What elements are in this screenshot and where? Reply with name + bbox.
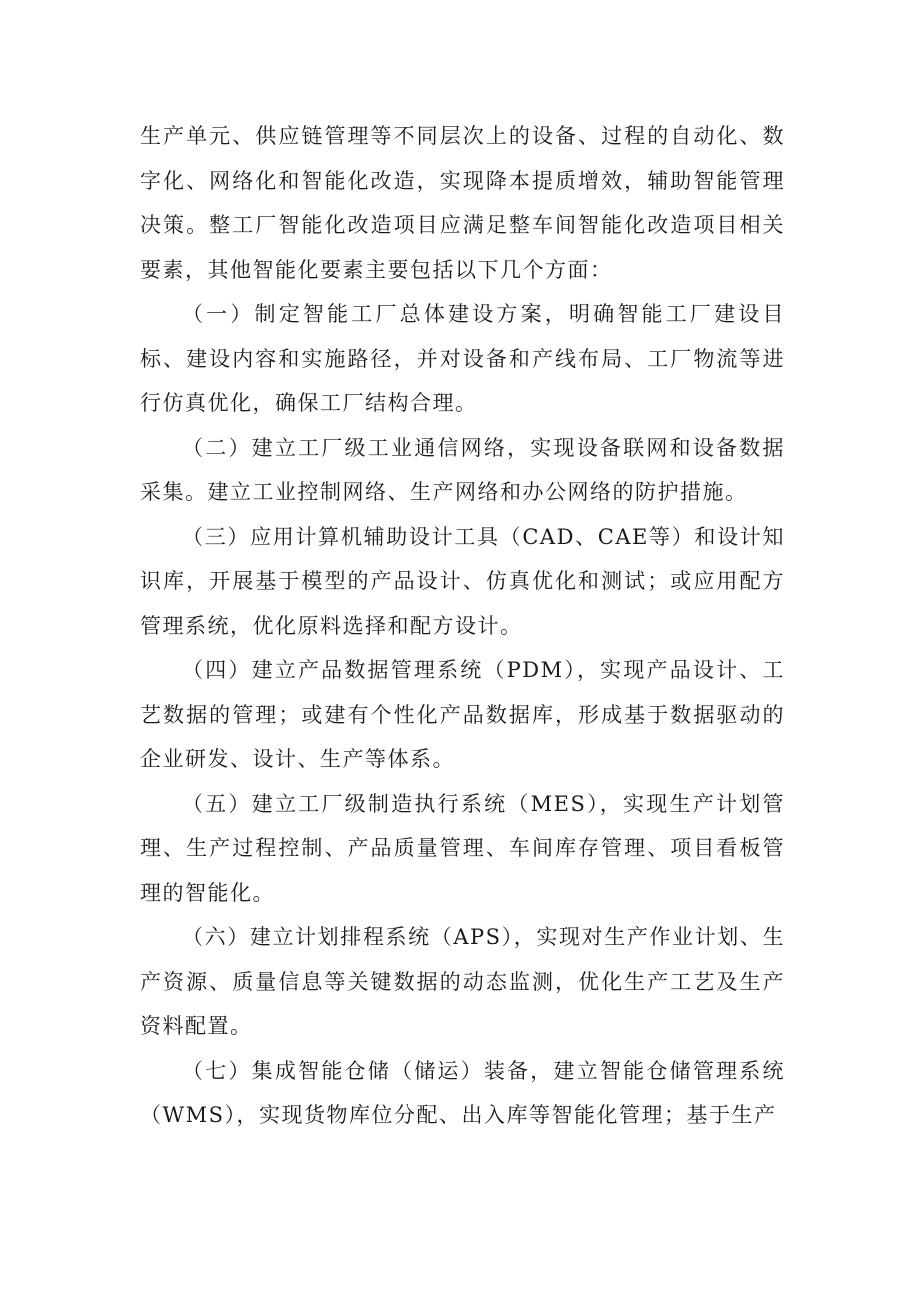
paragraph-item-1: （一）制定智能工厂总体建设方案，明确智能工厂建设目标、建设内容和实施路径，并对设备和产线布局、工厂物流等进行仿真优化，确保工厂结构合理。 bbox=[140, 302, 785, 415]
paragraph-item-4: （四）建立产品数据管理系统（PDM），实现产品设计、工艺数据的管理；或建有个性化产品数据库，形成基于数据驱动的企业研发、设计、生产等体系。 bbox=[140, 658, 785, 771]
paragraph-item-2: （二）建立工厂级工业通信网络，实现设备联网和设备数据采集。建立工业控制网络、生产网络和办公网络的防护措施。 bbox=[140, 435, 785, 504]
paragraph-item-5: （五）建立工厂级制造执行系统（MES），实现生产计划管理、生产过程控制、产品质量管理、车间库存管理、项目看板管理的智能化。 bbox=[140, 791, 785, 905]
paragraph-continuation: 生产单元、供应链管理等不同层次上的设备、过程的自动化、数字化、网络化和智能化改造，实现降本提质增效，辅助智能管理决策。整工厂智能化改造项目应满足整车间智能化改造项目相关要素，其他智能化要素主要包括以下几个方面： bbox=[140, 124, 785, 282]
paragraph-item-3: （三）应用计算机辅助设计工具（CAD、CAE等）和设计知识库，开展基于模型的产品设计、仿真优化和测试；或应用配方管理系统，优化原料选择和配方设计。 bbox=[140, 524, 785, 638]
paragraph-item-6: （六）建立计划排程系统（APS），实现对生产作业计划、生产资源、质量信息等关键数据的动态监测，优化生产工艺及生产资料配置。 bbox=[140, 925, 785, 1038]
paragraph-item-7: （七）集成智能仓储（储运）装备，建立智能仓储管理系统（WMS），实现货物库位分配、出入库等智能化管理；基于生产 bbox=[140, 1058, 785, 1127]
document-body bbox=[140, 114, 785, 1138]
